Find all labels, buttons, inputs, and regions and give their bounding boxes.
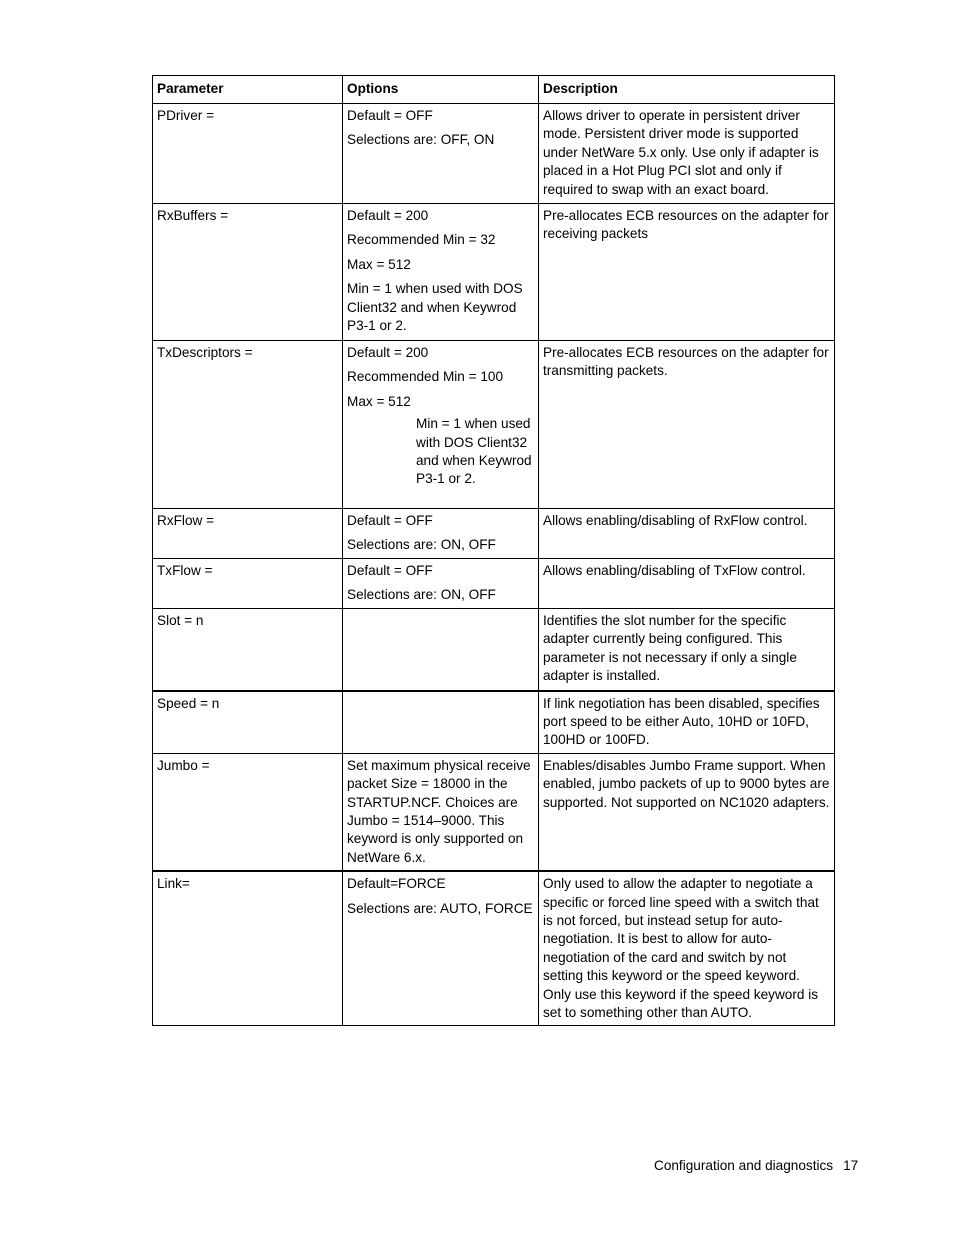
option-line: Recommended Min = 100 xyxy=(347,369,504,385)
parameter-cell: RxBuffers = xyxy=(153,204,343,341)
description-cell: Allows enabling/disabling of RxFlow control. xyxy=(539,509,835,559)
table-row xyxy=(153,609,835,691)
option-line: Max = 512 xyxy=(347,256,411,272)
option-line: Set maximum physical receive packet Size = 18000 in the STARTUP.NCF. Choices are Jumbo = 1514–9000. This keyword is only supported on NetWare 6.x. xyxy=(347,757,531,865)
description-cell: Pre-allocates ECB resources on the adapter for receiving packets xyxy=(539,204,835,341)
option-line: Selections are: AUTO, FORCE xyxy=(347,900,533,916)
description-cell: Pre-allocates ECB resources on the adapter for transmitting packets. xyxy=(539,341,835,509)
table-row xyxy=(153,104,835,204)
options-cell xyxy=(343,559,539,609)
option-line: Default = 200 xyxy=(347,208,429,223)
table-row xyxy=(153,341,835,509)
parameter-cell: TxDescriptors = xyxy=(153,341,343,509)
table-row xyxy=(153,871,835,1026)
options-cell xyxy=(343,204,539,341)
option-line: Selections are: ON, OFF xyxy=(347,587,496,603)
options-cell xyxy=(343,609,539,691)
page-footer xyxy=(654,1158,858,1173)
option-line: Default = OFF xyxy=(347,108,433,123)
parameter-cell: TxFlow = xyxy=(153,559,343,609)
description-cell: Enables/disables Jumbo Frame support. When enabled, jumbo packets of up to 9000 bytes are supported. Not supported on NC1020 adapters. xyxy=(539,753,835,871)
description-cell: Identifies the slot number for the specific adapter currently being configured. This parameter is not necessary if only a single adapter is installed. xyxy=(539,609,835,691)
option-line: Selections are: OFF, ON xyxy=(347,132,495,148)
table-row xyxy=(153,204,835,341)
parameter-table xyxy=(152,75,835,1026)
parameter-cell: Slot = n xyxy=(153,609,343,691)
option-line: Min = 1 when used with DOS Client32 and when Keywrod P3-1 or 2. xyxy=(347,281,523,334)
options-cell xyxy=(343,104,539,204)
table-row xyxy=(153,509,835,559)
description-cell: Allows enabling/disabling of TxFlow control. xyxy=(539,559,835,609)
options-cell xyxy=(343,871,539,1026)
description-cell: Allows driver to operate in persistent driver mode. Persistent driver mode is supported under NetWare 5.x only. Use only if adapter is placed in a Hot Plug PCI slot and only if required to swap with an exact board. xyxy=(539,104,835,204)
option-line: Default=FORCE xyxy=(347,876,446,892)
option-line: Default = OFF xyxy=(347,513,433,528)
options-cell xyxy=(343,341,539,509)
header-description: Description xyxy=(539,76,835,104)
header-parameter: Parameter xyxy=(153,76,343,104)
table-row xyxy=(153,559,835,609)
table-header-row xyxy=(153,76,835,104)
description-cell: If link negotiation has been disabled, specifies port speed to be either Auto, 10HD or 10FD, 100HD or 100FD. xyxy=(539,691,835,754)
table-row xyxy=(153,691,835,754)
options-cell xyxy=(343,509,539,559)
parameter-cell: PDriver = xyxy=(153,104,343,204)
parameter-cell: Jumbo = xyxy=(153,753,343,871)
option-line: Recommended Min = 32 xyxy=(347,232,496,248)
option-line: Min = 1 when used with DOS Client32 and when Keywrod P3-1 or 2. xyxy=(416,416,532,487)
description-cell: Only used to allow the adapter to negotiate a specific or forced line speed with a switch that is not forced, but instead setup for auto-negotiation. It is best to allow for auto-negotiation of the card and switch by not setting this keyword or the speed keyword. Only use this keyword if the speed keyword is set to something other than AUTO. xyxy=(539,871,835,1026)
footer-section-title: Configuration and diagnostics xyxy=(654,1158,834,1173)
options-cell xyxy=(343,753,539,871)
table-row xyxy=(153,753,835,871)
page-number: 17 xyxy=(843,1158,859,1173)
parameter-cell: RxFlow = xyxy=(153,509,343,559)
header-options: Options xyxy=(343,76,539,104)
option-line: Selections are: ON, OFF xyxy=(347,537,496,553)
options-cell xyxy=(343,691,539,754)
option-line: Default = 200 xyxy=(347,345,429,360)
option-line: Max = 512 xyxy=(347,393,411,409)
parameter-cell: Link= xyxy=(153,871,343,1026)
option-line: Default = OFF xyxy=(347,563,433,578)
parameter-cell: Speed = n xyxy=(153,691,343,754)
